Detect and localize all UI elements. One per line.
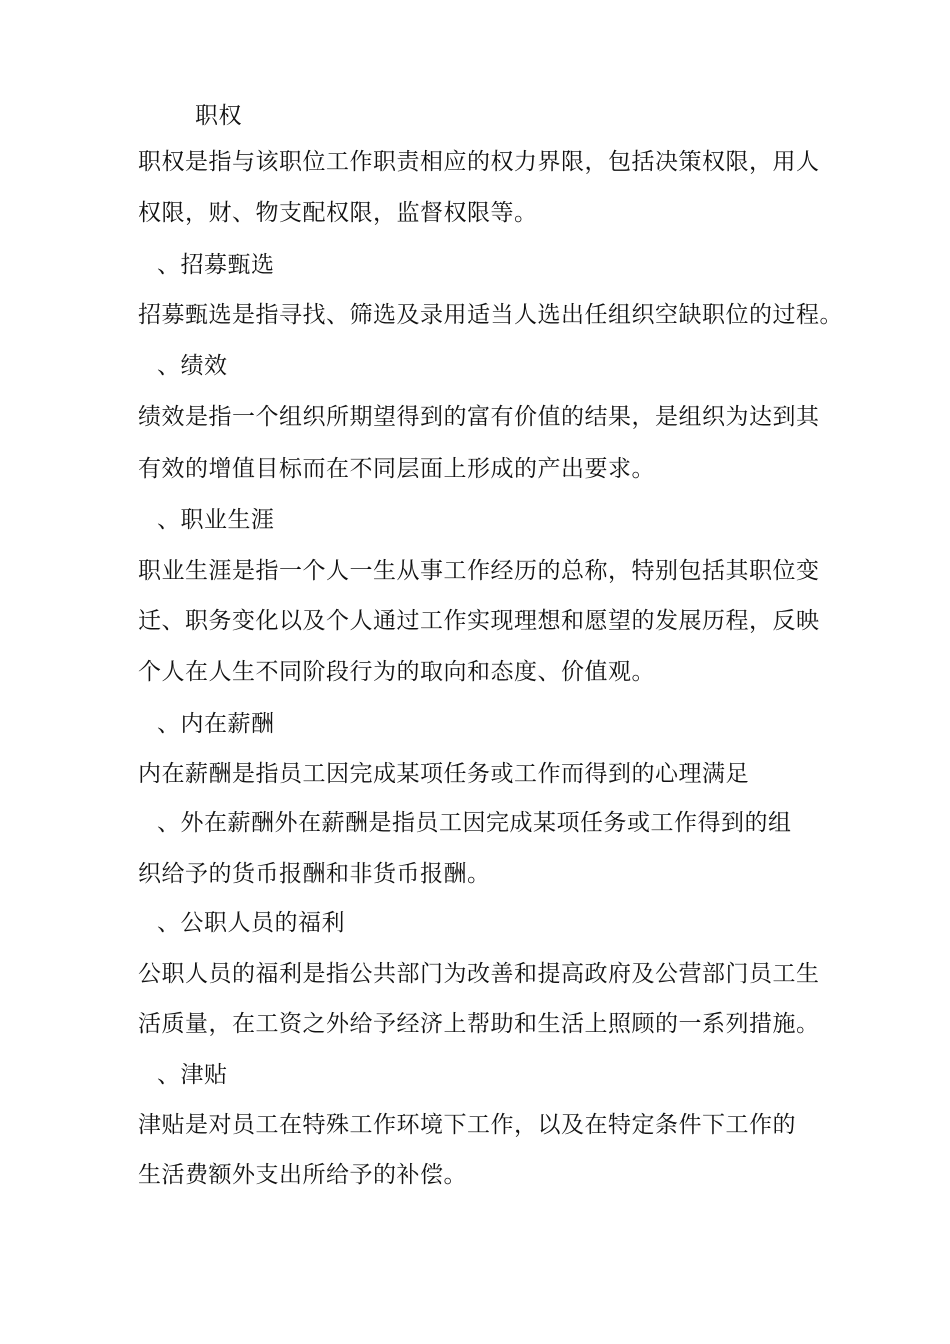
heading-career: 、职业生涯 [157, 507, 275, 533]
paragraph-line: 织给予的货币报酬和非货币报酬。 [138, 861, 491, 887]
heading-authority: 职权 [195, 103, 242, 129]
paragraph-line: 公职人员的福利是指公共部门为改善和提高政府及公营部门员工生 [138, 961, 820, 987]
paragraph-line: 招募甄选是指寻找、筛选及录用适当人选出任组织空缺职位的过程。 [138, 302, 843, 328]
paragraph-line: 职业生涯是指一个人一生从事工作经历的总称，特别包括其职位变 [138, 558, 820, 584]
paragraph-line: 内在薪酬是指员工因完成某项任务或工作而得到的心理满足 [138, 761, 749, 787]
paragraph-line: 活质量，在工资之外给予经济上帮助和生活上照顾的一系列措施。 [138, 1011, 820, 1037]
heading-extrinsic-pay: 、外在薪酬外在薪酬是指员工因完成某项任务或工作得到的组 [157, 810, 792, 836]
heading-public-welfare: 、公职人员的福利 [157, 910, 345, 936]
paragraph-line: 绩效是指一个组织所期望得到的富有价值的结果，是组织为达到其 [138, 404, 820, 430]
paragraph-line: 津贴是对员工在特殊工作环境下工作，以及在特定条件下工作的 [138, 1112, 796, 1138]
paragraph-line: 个人在人生不同阶段行为的取向和态度、价值观。 [138, 659, 655, 685]
paragraph-line: 权限，财、物支配权限，监督权限等。 [138, 200, 538, 226]
heading-intrinsic-pay: 、内在薪酬 [157, 711, 275, 737]
paragraph-line: 有效的增值目标而在不同层面上形成的产出要求。 [138, 456, 655, 482]
paragraph-line: 迁、职务变化以及个人通过工作实现理想和愿望的发展历程，反映 [138, 608, 820, 634]
paragraph-line: 职权是指与该职位工作职责相应的权力界限，包括决策权限，用人 [138, 149, 820, 175]
paragraph-line: 生活费额外支出所给予的补偿。 [138, 1162, 467, 1188]
heading-performance: 、绩效 [157, 353, 228, 379]
heading-recruitment: 、招募甄选 [157, 252, 275, 278]
heading-allowance: 、津贴 [157, 1062, 228, 1088]
